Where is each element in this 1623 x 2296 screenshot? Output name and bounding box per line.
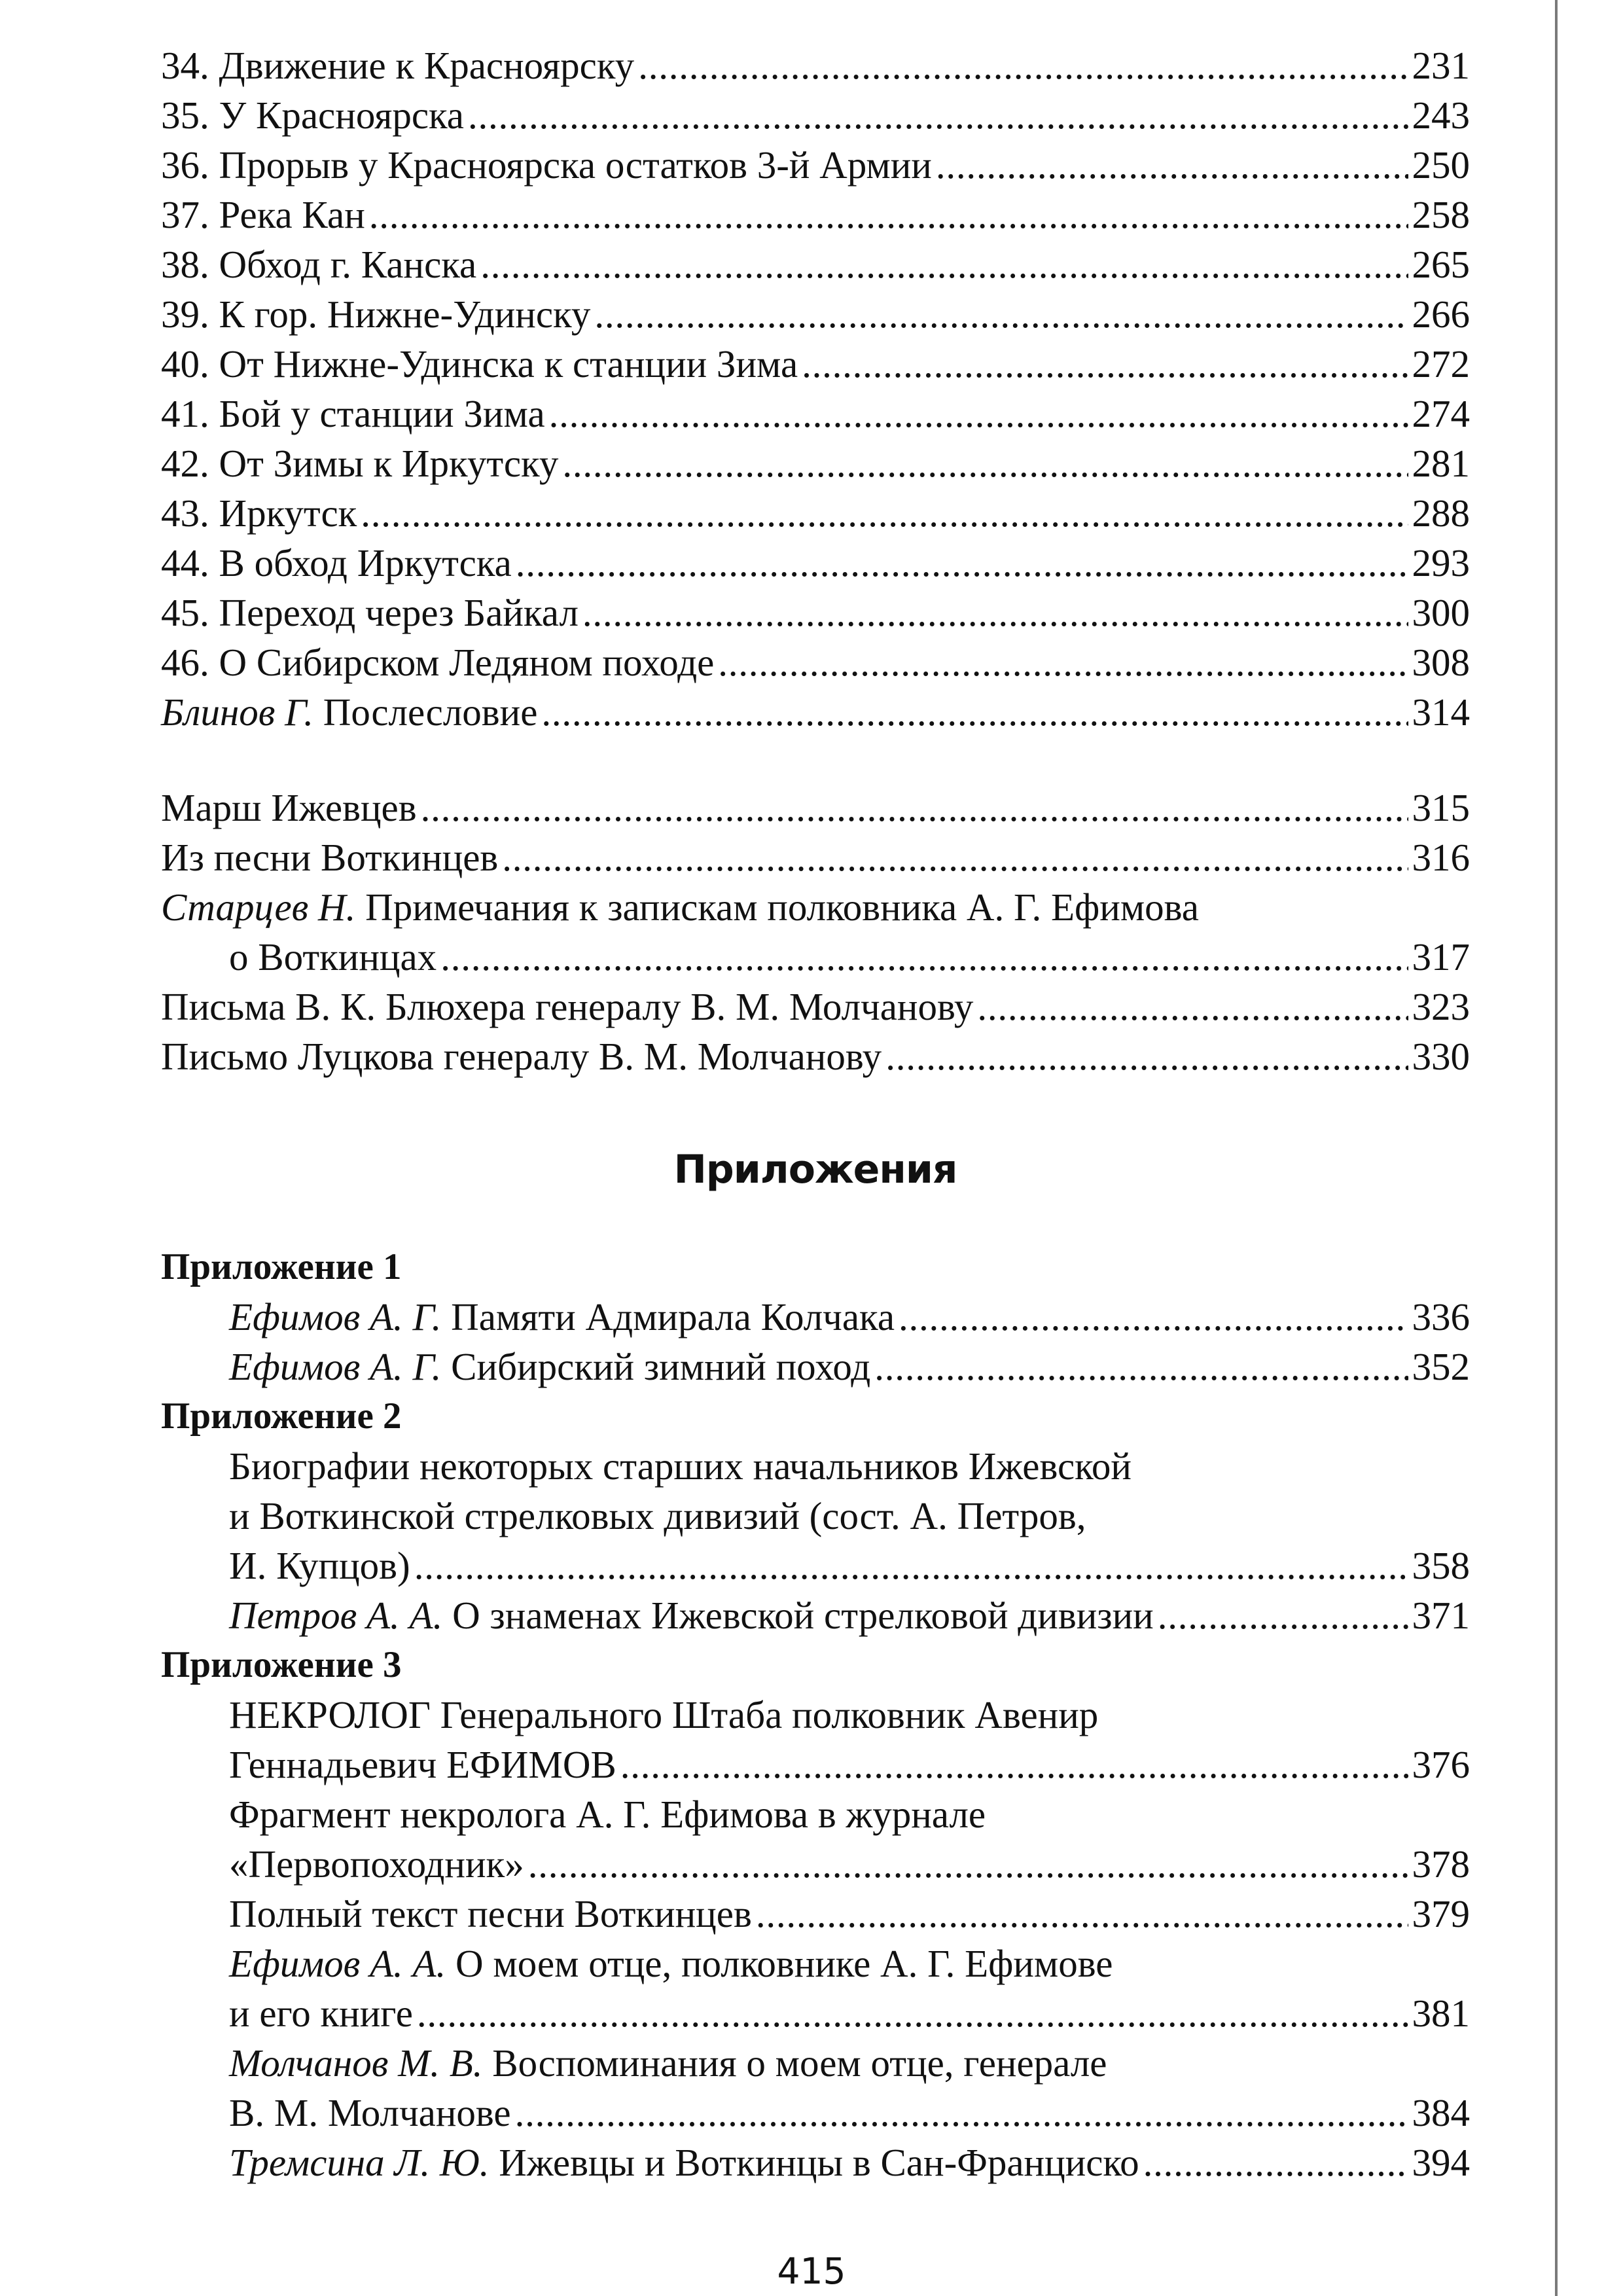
entry-page: 272	[1412, 342, 1470, 386]
leader-dots	[1143, 2138, 1408, 2187]
leader-dots	[718, 637, 1408, 687]
toc-entry-march[interactable]	[161, 783, 1470, 833]
entry-page: 330	[1412, 1035, 1470, 1078]
entry-title: 36. Прорыв у Красноярска остатков 3-й Армии	[161, 143, 932, 187]
entry-author: Ефимов А. А.	[229, 1942, 446, 1985]
toc-entry-34[interactable]	[161, 41, 1470, 90]
bio-line-1[interactable]: Биографии некоторых старших начальников Ижевской	[229, 1444, 1132, 1488]
leader-dots	[582, 588, 1408, 637]
toc-entry-letters[interactable]	[161, 982, 1470, 1031]
entry-page: 336	[1412, 1295, 1470, 1338]
entry-page: 265	[1412, 243, 1470, 286]
leader-dots	[440, 932, 1408, 982]
entry-title: Полный текст песни Воткинцев	[229, 1892, 752, 1935]
entry-title: 45. Переход через Байкал	[161, 591, 579, 634]
toc-entry-44[interactable]	[161, 538, 1470, 588]
leader-dots	[361, 488, 1408, 538]
entry-author: Тремсина Л. Ю.	[229, 2141, 490, 2184]
entry-page: 317	[1412, 935, 1470, 978]
leader-dots	[562, 439, 1408, 488]
leader-dots	[468, 90, 1408, 140]
toc-entry-36[interactable]	[161, 140, 1470, 190]
entry-page: 352	[1412, 1345, 1470, 1388]
entry-page: 358	[1412, 1544, 1470, 1587]
entry-page: 300	[1412, 591, 1470, 634]
entry-page: 250	[1412, 143, 1470, 187]
entry-page: 384	[1412, 2091, 1470, 2134]
leader-dots	[502, 833, 1408, 882]
leader-dots	[874, 1342, 1408, 1391]
toc-entry-40[interactable]	[161, 339, 1470, 389]
entry-title: О знаменах Ижевской стрелковой дивизии	[452, 1594, 1154, 1637]
entry-page: 266	[1412, 293, 1470, 336]
leader-dots	[802, 339, 1408, 389]
bio-line-2[interactable]: и Воткинской стрелковых дивизий (сост. А. Петров,	[229, 1494, 1086, 1537]
leader-dots	[899, 1292, 1408, 1342]
leader-dots	[1158, 1590, 1408, 1640]
entry-title: Из песни Воткинцев	[161, 836, 499, 879]
entry-title-line2: о Воткинцах	[229, 935, 437, 978]
leader-dots	[936, 140, 1408, 190]
entry-title: Марш Ижевцев	[161, 786, 417, 829]
entry-title: 38. Обход г. Канска	[161, 243, 477, 286]
entry-title: 40. От Нижне-Удинска к станции Зима	[161, 342, 798, 386]
entry-page: 371	[1412, 1594, 1470, 1637]
appendices-heading: Приложения	[673, 1147, 957, 1193]
leader-dots	[369, 190, 1408, 240]
toc-entry-41[interactable]	[161, 389, 1470, 439]
entry-title: 43. Иркутск	[161, 492, 357, 535]
entry-page: 243	[1412, 94, 1470, 137]
entry-page: 274	[1412, 392, 1470, 435]
leader-dots	[594, 289, 1408, 339]
page-edge-line	[1555, 0, 1558, 2296]
entry-author: Молчанов М. В.	[229, 2041, 483, 2085]
entry-title-line1: Воспоминания о моем отце, генерале	[492, 2041, 1107, 2085]
entry-author: Ефимов А. Г.	[229, 1345, 442, 1388]
toc-entry-molchanov[interactable]	[229, 2088, 1470, 2138]
toc-entry-37[interactable]	[161, 190, 1470, 240]
leader-dots	[480, 240, 1408, 289]
toc-entry-son[interactable]	[229, 1988, 1470, 2038]
leader-dots	[549, 389, 1408, 439]
page-number: 415	[777, 2250, 846, 2292]
entry-title: 37. Река Кан	[161, 193, 365, 236]
appendix-1-label: Приложение 1	[161, 1246, 402, 1287]
entry-title-line2: и его книге	[229, 1992, 413, 2035]
leader-dots	[885, 1031, 1408, 1081]
entry-title-line1: О моем отце, полковнике А. Г. Ефимове	[455, 1942, 1113, 1985]
entry-title: 35. У Красноярска	[161, 94, 464, 137]
entry-page: 314	[1412, 691, 1470, 734]
toc-entry-full-song[interactable]	[229, 1889, 1470, 1939]
toc-entry-46[interactable]	[161, 637, 1470, 687]
entry-title: Письмо Луцкова генералу В. М. Молчанову	[161, 1035, 882, 1078]
entry-title: Памяти Адмирала Колчака	[451, 1295, 895, 1338]
son-line-1[interactable]	[229, 1939, 1113, 1988]
entry-title-line2: «Первопоходник»	[229, 1842, 524, 1886]
entry-page: 258	[1412, 193, 1470, 236]
entry-title: 39. К гор. Нижне-Удинску	[161, 293, 591, 336]
toc-entry-notes-line1[interactable]	[161, 882, 1199, 932]
toc-entry-letter[interactable]	[161, 1031, 1470, 1081]
entry-title: 42. От Зимы к Иркутску	[161, 442, 559, 485]
entry-page: 315	[1412, 786, 1470, 829]
entry-title: 34. Движение к Красноярску	[161, 44, 635, 87]
leader-dots	[620, 1740, 1408, 1789]
toc-entry-san-francisco[interactable]	[229, 2138, 1470, 2187]
toc-entry-banners[interactable]	[229, 1590, 1470, 1640]
leader-dots	[421, 783, 1408, 833]
appendix-2-label: Приложение 2	[161, 1395, 402, 1437]
entry-title: Послесловие	[323, 691, 538, 734]
leader-dots	[756, 1889, 1408, 1939]
entry-page: 394	[1412, 2141, 1470, 2184]
toc-entry-39[interactable]	[161, 289, 1470, 339]
entry-page: 308	[1412, 641, 1470, 684]
toc-entry-45[interactable]	[161, 588, 1470, 637]
entry-title-line2: Геннадьевич ЕФИМОВ	[229, 1743, 616, 1786]
entry-page: 378	[1412, 1842, 1470, 1886]
entry-page: 316	[1412, 836, 1470, 879]
entry-page: 379	[1412, 1892, 1470, 1935]
entry-title: 41. Бой у станции Зима	[161, 392, 545, 435]
entry-page: 293	[1412, 541, 1470, 584]
molchanov-line-1[interactable]	[229, 2038, 1107, 2088]
entry-page: 288	[1412, 492, 1470, 535]
entry-page: 376	[1412, 1743, 1470, 1786]
entry-author: Ефимов А. Г.	[229, 1295, 442, 1338]
toc-entry-38[interactable]	[161, 240, 1470, 289]
entry-title: Письма В. К. Блюхера генералу В. М. Молчанову	[161, 985, 974, 1028]
entry-title: Сибирский зимний поход	[451, 1345, 871, 1388]
toc-entry-notes[interactable]	[229, 932, 1470, 982]
appendix-3-label: Приложение 3	[161, 1644, 402, 1685]
toc-entry-afterword[interactable]	[161, 687, 1470, 737]
entry-author: Петров А. А.	[229, 1594, 443, 1637]
toc-entry-fragment[interactable]	[229, 1839, 1470, 1889]
entry-title-line3: И. Купцов)	[229, 1544, 410, 1587]
entry-title: Ижевцы и Воткинцы в Сан-Франциско	[499, 2141, 1139, 2184]
leader-dots	[528, 1839, 1408, 1889]
entry-page: 323	[1412, 985, 1470, 1028]
toc-entry-kolchak[interactable]	[229, 1292, 1470, 1342]
toc-entry-42[interactable]	[161, 439, 1470, 488]
entry-page: 281	[1412, 442, 1470, 485]
toc-entry-song[interactable]	[161, 833, 1470, 882]
entry-title-line2: В. М. Молчанове	[229, 2091, 511, 2134]
toc-entry-43[interactable]	[161, 488, 1470, 538]
entry-title: 44. В обход Иркутска	[161, 541, 512, 584]
toc-entry-winter-march[interactable]	[229, 1342, 1470, 1391]
fragment-line-1[interactable]: Фрагмент некролога А. Г. Ефимова в журнале	[229, 1793, 986, 1836]
entry-author: Старцев Н.	[161, 886, 356, 929]
entry-author: Блинов Г.	[161, 691, 314, 734]
obituary-line-1[interactable]: НЕКРОЛОГ Генерального Штаба полковник Авенир	[229, 1693, 1099, 1736]
toc-entry-35[interactable]	[161, 90, 1470, 140]
toc-entry-biographies[interactable]	[229, 1541, 1470, 1590]
entry-page: 381	[1412, 1992, 1470, 2035]
entry-page: 231	[1412, 44, 1470, 87]
entry-title-line1: Примечания к запискам полковника А. Г. Ефимова	[365, 886, 1199, 929]
leader-dots	[516, 538, 1408, 588]
leader-dots	[414, 1541, 1408, 1590]
leader-dots	[541, 687, 1408, 737]
leader-dots	[638, 41, 1408, 90]
toc-entry-obituary[interactable]	[229, 1740, 1470, 1789]
leader-dots	[515, 2088, 1408, 2138]
leader-dots	[417, 1988, 1408, 2038]
entry-title: 46. О Сибирском Ледяном походе	[161, 641, 715, 684]
leader-dots	[977, 982, 1408, 1031]
